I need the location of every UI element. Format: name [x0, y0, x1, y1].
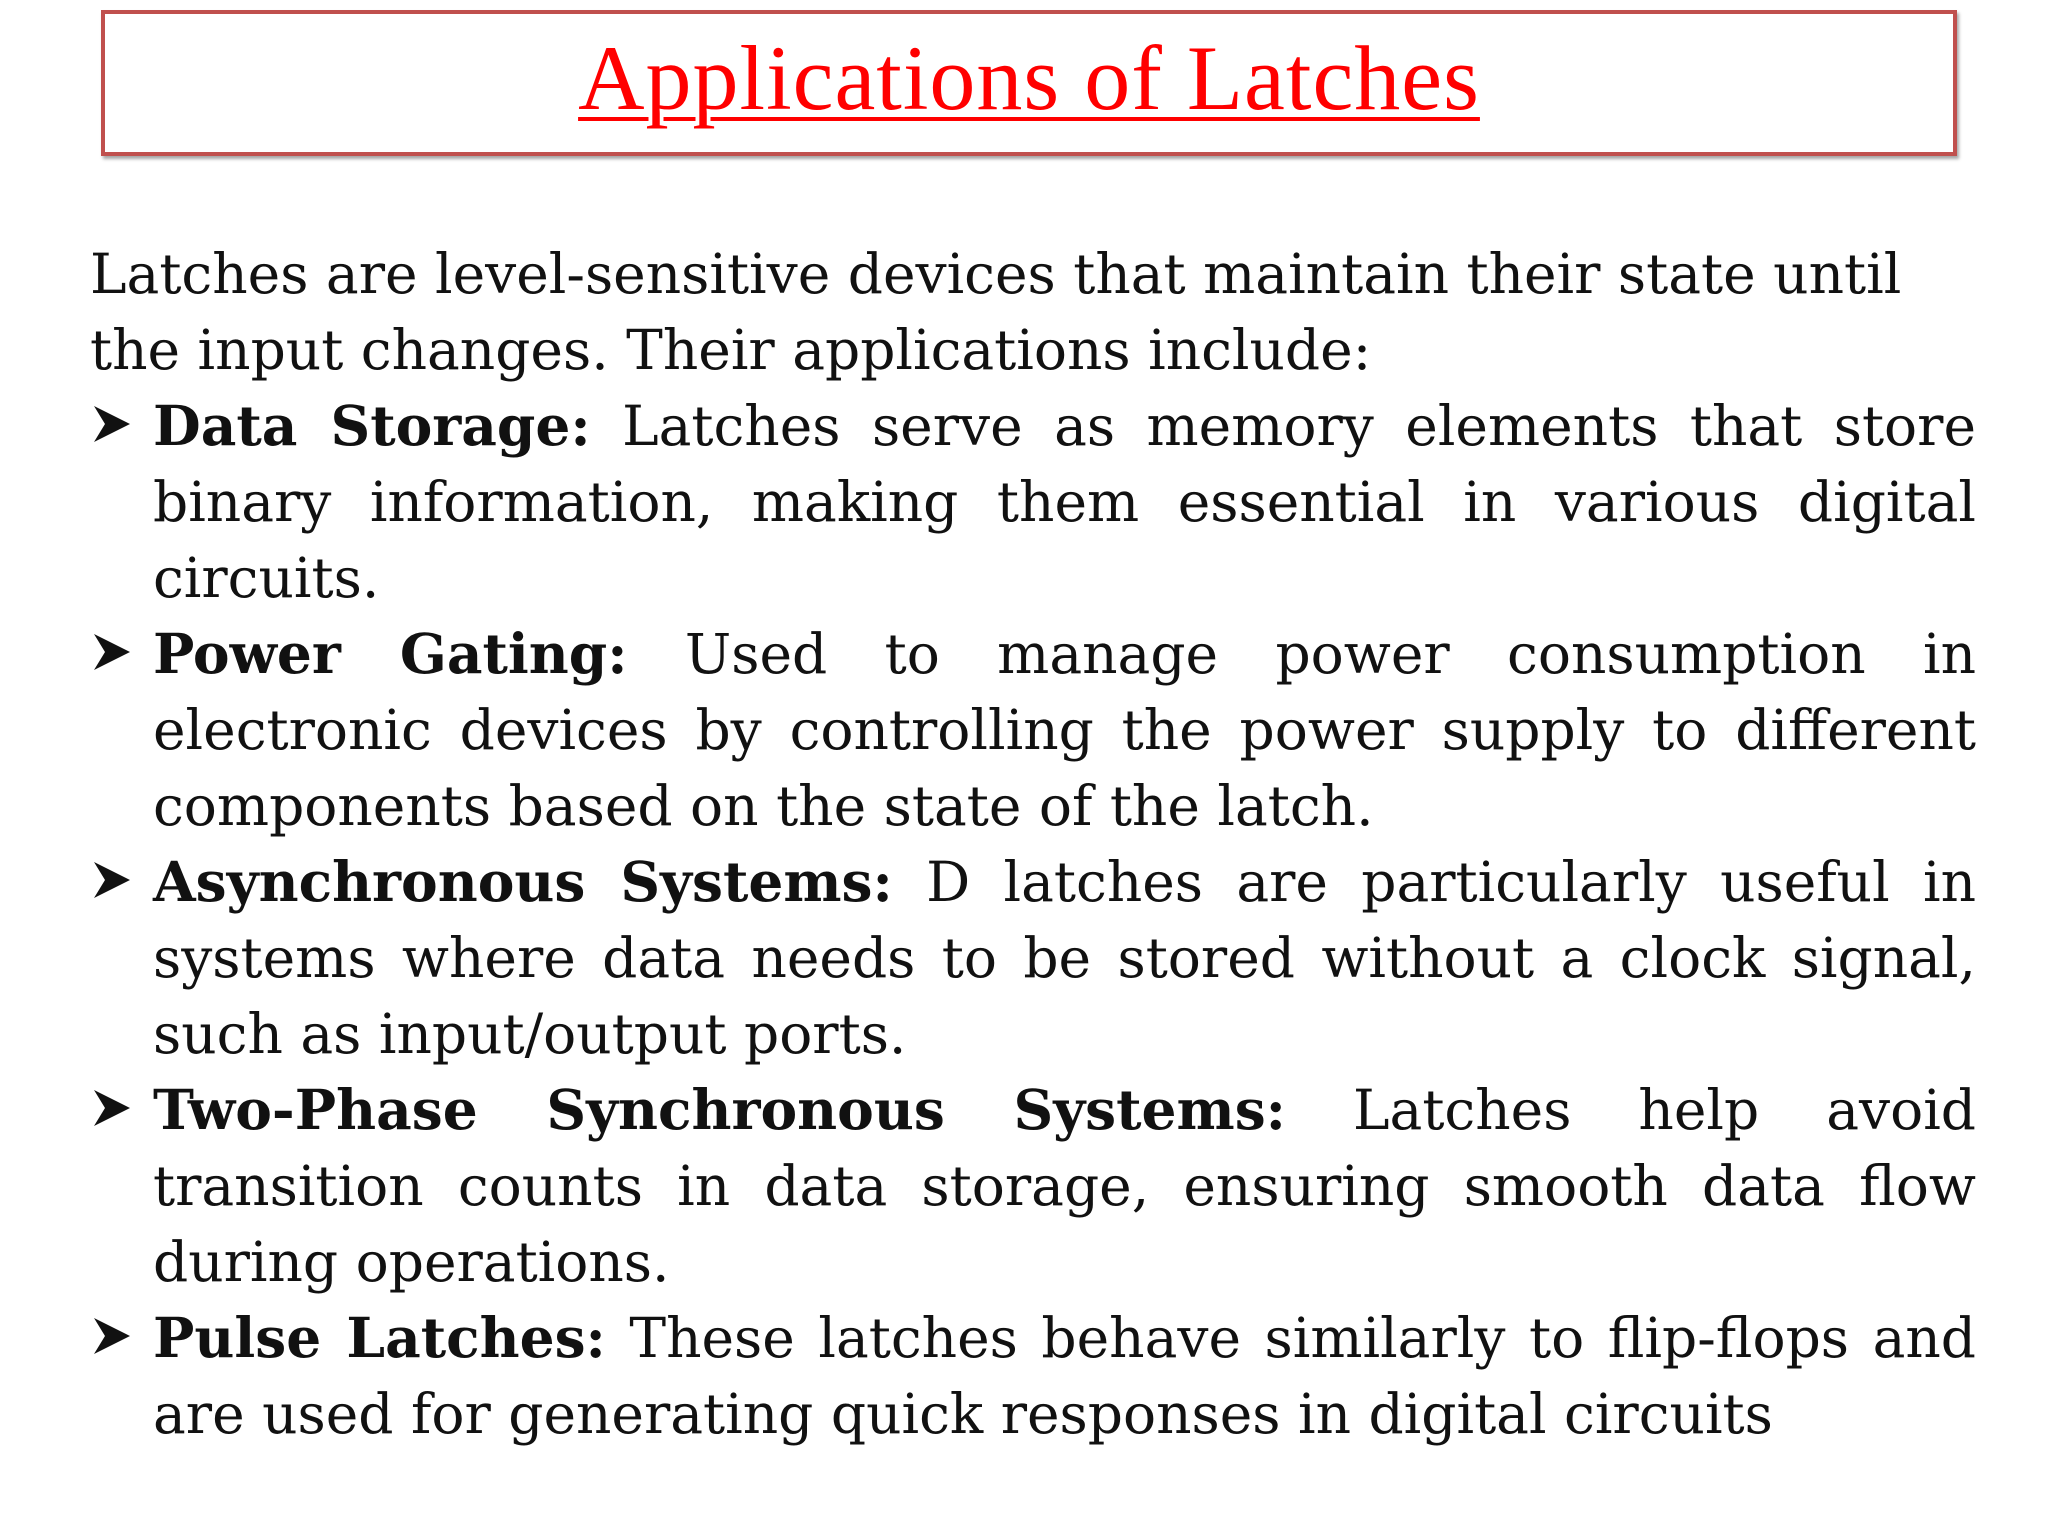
bullet-term: Two-Phase Synchronous Systems: [153, 1077, 1286, 1142]
bullet-text: Latches serve as memory elements that store binary information, making them essential in various digital circuits. [153, 394, 1976, 610]
arrowhead-bullet-icon [92, 860, 132, 900]
bullet-term: Power Gating: [153, 621, 628, 686]
slide-body [90, 236, 1976, 1452]
bullet-text: D latches are particularly useful in systems where data needs to be stored without a clock signal, such as input/output ports. [153, 850, 1976, 1066]
bullet-text: Latches help avoid transition counts in data storage, ensuring smooth data flow during operations. [153, 1078, 1976, 1294]
bullet-item [90, 844, 1976, 1072]
bullet-text: Used to manage power consumption in electronic devices by controlling the power supply to different components based on the state of the latch. [153, 622, 1976, 838]
bullet-text: These latches behave similarly to flip-flops and are used for generating quick responses in digital circuits [153, 1306, 1976, 1446]
bullet-term: Data Storage: [153, 393, 591, 458]
title-box [101, 10, 1957, 156]
arrowhead-bullet-icon [92, 1088, 132, 1128]
bullet-item [90, 388, 1976, 616]
bullet-item [90, 1072, 1976, 1300]
intro-paragraph: Latches are level-sensitive devices that maintain their state until the input changes. Their applications include: [90, 242, 1902, 382]
bullet-item [90, 1300, 1976, 1452]
bullet-term: Asynchronous Systems: [153, 849, 893, 914]
arrowhead-bullet-icon [92, 404, 132, 444]
bullet-term: Pulse Latches: [153, 1305, 606, 1370]
bullet-list [90, 388, 1976, 1452]
slide-title: Applications of Latches [578, 27, 1480, 129]
arrowhead-bullet-icon [92, 632, 132, 672]
bullet-item [90, 616, 1976, 844]
arrowhead-bullet-icon [92, 1316, 132, 1356]
